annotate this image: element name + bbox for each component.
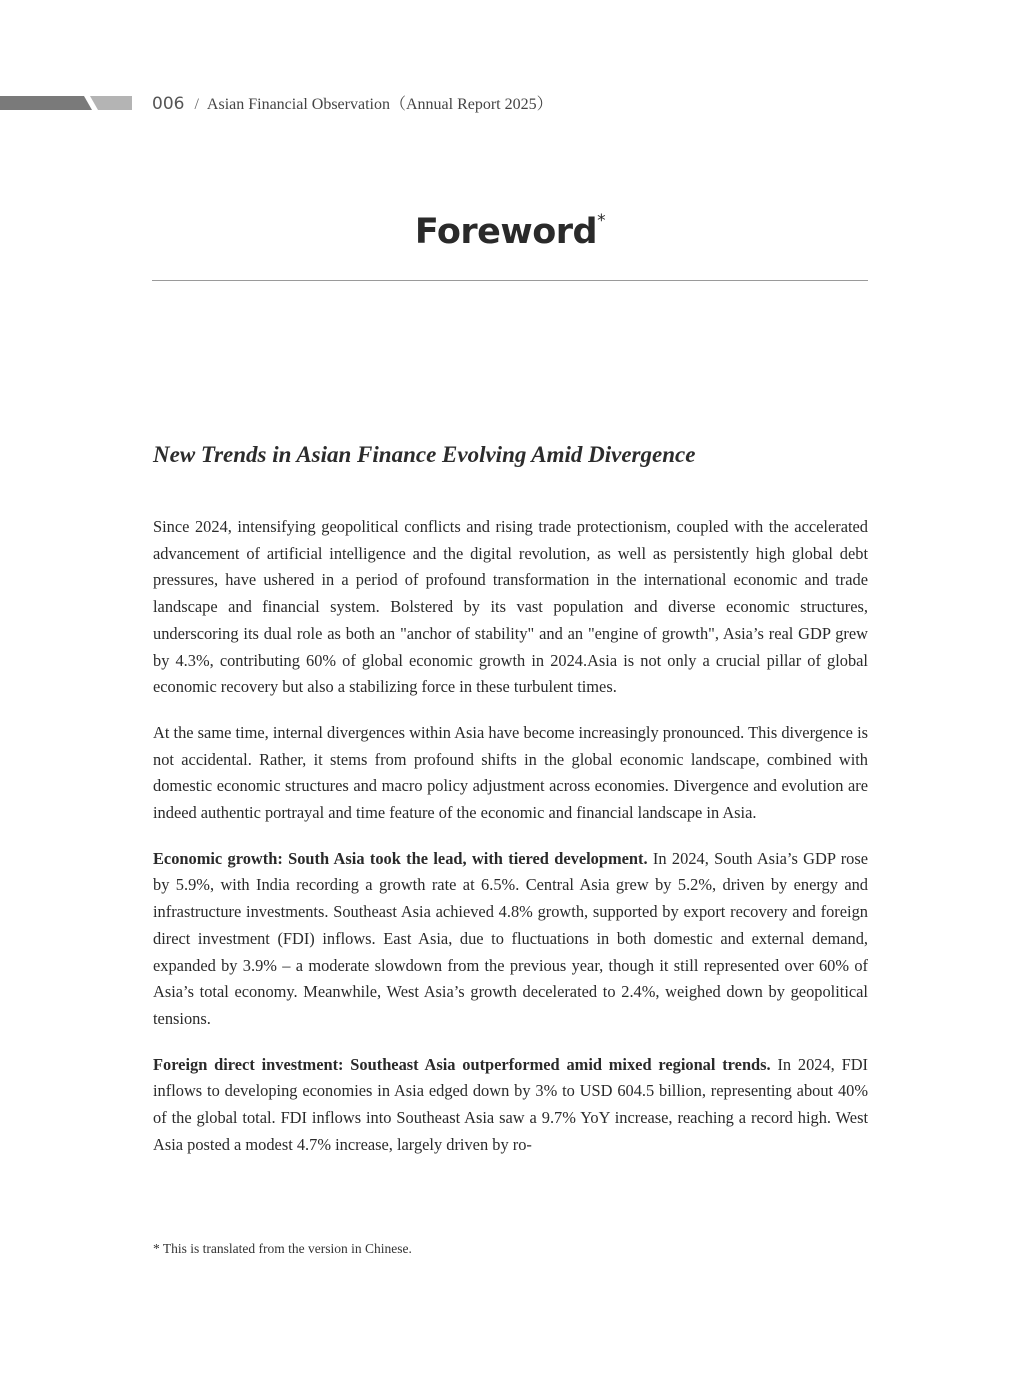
page-number: 006 — [152, 94, 185, 114]
paragraph-text: In 2024, FDI inflows to developing economies in Asia edged down by 3% to USD 604.5 billion, representing about 40% of the global total. FDI inflows into Southeast Asia saw a 9.7% YoY increase, reaching a record high. West Asia posted a modest 4.7% increase, largely driven by ro- — [153, 1054, 868, 1154]
body-text — [153, 514, 868, 1177]
paragraph — [153, 846, 868, 1033]
paragraph-text: In 2024, South Asia’s GDP rose by 5.9%, with India recording a growth rate at 6.5%. Central Asia grew by 5.2%, driven by energy and infrastructure investments. Southeast Asia achieved 4.8% growth, supported by export recovery and foreign direct investment (FDI) inflows. East Asia, due to fluctuations in both domestic and external demand, expanded by 3.9% – a moderate slowdown from the previous year, though it still represented over 60% of Asia’s total economy. Meanwhile, West Asia’s growth decelerated to 2.4%, weighed down by geopolitical tensions. — [153, 848, 869, 1028]
paragraph-lead: Economic growth: South Asia took the lead, with tiered development. — [153, 848, 648, 868]
footnote-mark: * — [597, 211, 606, 232]
section-title: New Trends in Asian Finance Evolving Amid Divergence — [153, 442, 696, 467]
running-head-separator: / — [194, 96, 199, 113]
paragraph-text: Since 2024, intensifying geopolitical conflicts and rising trade protectionism, coupled with the accelerated advancement of artificial intelligence and the digital revolution, as well as persistently high global debt pressures, have ushered in a period of profound transformation in the international economic and trade landscape and financial system. Bolstered by its vast population and diverse economic structures, underscoring its dual role as both an "anchor of stability" and an "engine of growth", Asia’s real GDP grew by 4.3%, contributing 60% of global economic growth in 2024.Asia is not only a crucial pillar of global economic recovery but also a stabilizing force in these turbulent times. — [153, 517, 868, 697]
chapter-title — [0, 212, 1020, 252]
running-title: Asian Financial Observation（Annual Report 2025） — [206, 96, 553, 113]
chapter-title-text: Foreword — [414, 212, 598, 252]
footnote: * This is translated from the version in Chinese. — [153, 1241, 412, 1256]
paragraph-lead: Foreign direct investment: Southeast Asia outperformed amid mixed regional trends. — [153, 1054, 771, 1074]
header-bar-dark-segment — [0, 96, 92, 110]
title-divider — [152, 280, 868, 281]
header-decoration-bar — [0, 96, 132, 110]
paragraph — [153, 514, 868, 701]
paragraph — [153, 1052, 868, 1159]
paragraph — [153, 720, 868, 827]
header-bar-light-segment — [90, 96, 132, 110]
running-head — [152, 91, 553, 114]
paragraph-text: At the same time, internal divergences within Asia have become increasingly pronounced. This divergence is not accidental. Rather, it stems from profound shifts in the global economic landscape, combined with domestic economic structures and macro policy adjustment across economies. Divergence and evolution are indeed authentic portrayal and time feature of the economic and financial landscape in Asia. — [153, 722, 868, 823]
